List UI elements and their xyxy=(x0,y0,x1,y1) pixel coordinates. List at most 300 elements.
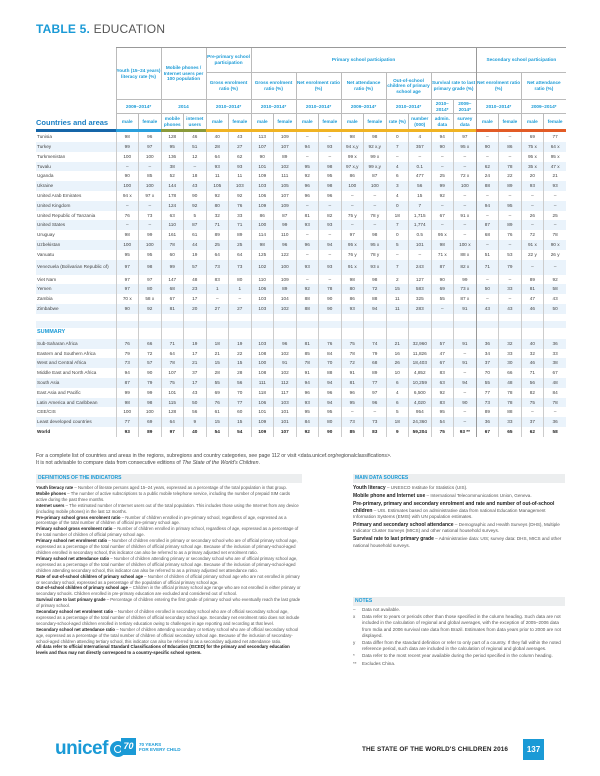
cell-value: 6 xyxy=(386,378,409,388)
definition-term: Rate of out-of-school children of primary school age xyxy=(36,573,143,579)
cell-value: – xyxy=(521,191,544,201)
table-row xyxy=(36,294,566,304)
cell-value: 95 xyxy=(319,407,342,417)
cell-value: 71 xyxy=(521,368,544,378)
col-male: male xyxy=(251,114,274,130)
cell-value: 92 xyxy=(544,275,567,285)
col-number: number (000) xyxy=(409,114,432,130)
cell-value: 94 xyxy=(296,378,319,388)
cell-value: – xyxy=(476,294,499,304)
cell-value: 75 y xyxy=(341,211,364,221)
definition-term: Survival rate to last primary grade xyxy=(36,597,106,603)
cell-value: – xyxy=(229,294,252,304)
cell-value: 100 xyxy=(274,260,297,275)
spacer-cell xyxy=(229,321,252,328)
cell-value: 125 xyxy=(251,250,274,260)
note-symbol: * xyxy=(353,653,355,659)
cell-value: 91 xyxy=(454,304,477,314)
cell-value: – xyxy=(454,162,477,172)
cell-value: 67 xyxy=(476,427,499,437)
sec-nar-years: 2009–2014* xyxy=(521,100,566,114)
cell-value: 93 xyxy=(206,162,229,172)
cell-value: – xyxy=(206,294,229,304)
cell-value: – xyxy=(476,211,499,221)
cell-value: 5 xyxy=(184,211,207,221)
cell-value: 77 xyxy=(476,388,499,398)
cell-value: 12 xyxy=(184,152,207,162)
cell-value: 4,852 xyxy=(409,368,432,378)
cell-value: 27 xyxy=(206,304,229,314)
table-row xyxy=(36,142,566,152)
cell-value: 47 x xyxy=(544,162,567,172)
definition-text: – Number of children of official primary school age who are not enrolled in primary or secondary school, expressed as a percentage of the population of official primary school age. xyxy=(36,573,300,585)
sec-ner-header: Net enrolment ratio (%) xyxy=(476,73,521,100)
cell-value: 36 xyxy=(476,339,499,349)
summary-row xyxy=(36,328,566,339)
cell-value: 93 xyxy=(544,181,567,191)
cell-value: 94 xyxy=(454,378,477,388)
cell-value: 93 xyxy=(296,260,319,275)
cell-value: 109 xyxy=(251,427,274,437)
definition-item xyxy=(36,515,302,527)
cell-value: 99 x xyxy=(364,152,387,162)
cell-value: 89 xyxy=(476,407,499,417)
cell-value: 94 xyxy=(364,304,387,314)
cell-value: 15 xyxy=(409,191,432,201)
cell-value: 33 xyxy=(499,284,522,294)
cell-value: 114 xyxy=(251,230,274,240)
cell-value: 72 xyxy=(364,284,387,294)
cell-value: 89 xyxy=(206,230,229,240)
definition-item xyxy=(36,538,302,556)
cell-value: 98 xyxy=(251,240,274,250)
pri-nar-header: Net attendance ratio (%) xyxy=(341,73,386,100)
cell-value: 283 xyxy=(409,304,432,314)
cell-value: 32 xyxy=(521,349,544,359)
cell-value: 89 xyxy=(139,427,162,437)
cell-value: 11 xyxy=(206,171,229,181)
cell-value: 108 xyxy=(251,368,274,378)
cell-value: 28 xyxy=(206,368,229,378)
cell-value: 72 xyxy=(521,230,544,240)
cell-value: – xyxy=(341,220,364,230)
cell-value: – xyxy=(296,152,319,162)
cell-value: 92 xyxy=(296,284,319,294)
cell-value: 118 xyxy=(251,388,274,398)
cell-value: 58 x xyxy=(139,294,162,304)
definition-item xyxy=(36,585,302,597)
spacer-cell xyxy=(319,328,342,339)
cell-value: 96 xyxy=(296,240,319,250)
col-mobile-phones: mobile phones xyxy=(161,114,184,130)
cell-value: 40 xyxy=(521,339,544,349)
secondary-group-header: Secondary school participation xyxy=(476,48,566,73)
cell-value: 18 xyxy=(386,417,409,427)
country-name: Uruguay xyxy=(37,232,55,238)
cell-value: 87 xyxy=(476,220,499,230)
table-row xyxy=(36,171,566,181)
table-row xyxy=(36,132,566,142)
cell-value: – xyxy=(319,132,342,142)
cell-value: 97 xyxy=(364,388,387,398)
cell-value: 4 xyxy=(386,388,409,398)
cell-value: 84 xyxy=(544,388,567,398)
cell-value: 72 xyxy=(139,349,162,359)
primary-group-header: Primary school participation xyxy=(251,48,476,73)
cell-value: 0 xyxy=(386,230,409,240)
cell-value: 65 xyxy=(499,427,522,437)
anniversary-line-1: 70 YEARS xyxy=(139,741,162,747)
source-item xyxy=(353,536,565,548)
source-item xyxy=(353,485,565,491)
cell-value: 112 xyxy=(274,378,297,388)
cell-value: 18,403 xyxy=(409,358,432,368)
notes-list xyxy=(353,607,565,668)
cell-value: 98 xyxy=(431,240,454,250)
cell-value: 59,204 xyxy=(409,427,432,437)
pre-ger-header: Gross enrolment ratio (%) xyxy=(206,73,251,100)
cell-value: – xyxy=(454,220,477,230)
definition-text: – The estimated number of Internet users out of the total population. This includes those using the Internet from any device (including mobile phones) in the last 12 months. xyxy=(36,502,299,514)
cell-value: 9 xyxy=(184,417,207,427)
cell-value: – xyxy=(296,275,319,285)
cell-value: 95 xyxy=(499,201,522,211)
cell-value: 15 xyxy=(206,358,229,368)
cell-value: 101 xyxy=(251,162,274,172)
cell-value: 47 xyxy=(521,294,544,304)
cell-value: 102 xyxy=(274,304,297,314)
cell-value: 78 xyxy=(319,284,342,294)
mobile-years: 2014 xyxy=(161,100,206,114)
country-name: United Republic of Tanzania xyxy=(37,212,96,218)
cell-value: 97 x,y xyxy=(341,162,364,172)
cell-value: – xyxy=(454,201,477,211)
cell-value: 96 xyxy=(319,388,342,398)
cell-value: 64 x xyxy=(544,142,567,152)
country-name: Turkmenistan xyxy=(37,153,66,159)
cell-value: 81 xyxy=(296,211,319,221)
oos-header: Out-of-school children of primary school age xyxy=(386,73,431,100)
cell-value: 91 xyxy=(341,368,364,378)
cell-value: 88 xyxy=(476,181,499,191)
cell-value: 50 xyxy=(544,304,567,314)
note-item xyxy=(353,640,565,652)
cell-value: 111 xyxy=(274,171,297,181)
cell-value: 106 xyxy=(251,284,274,294)
cell-value: 100 xyxy=(116,407,139,417)
cell-value: 48 xyxy=(499,378,522,388)
cell-value: 73 xyxy=(341,417,364,427)
cell-value: 19 xyxy=(184,339,207,349)
anniversary-line-2: FOR EVERY CHILD xyxy=(139,746,181,752)
cell-value: 98 xyxy=(139,260,162,275)
spacer-cell xyxy=(116,328,139,339)
cell-value: 97 xyxy=(454,132,477,142)
cell-value: 68 xyxy=(364,358,387,368)
table-row xyxy=(36,152,566,162)
source-text: – Administrative data: UIS; survey data: DHS, MICS and other national household surveys. xyxy=(353,536,562,548)
cell-value: 75 xyxy=(431,427,454,437)
cell-value: 77 xyxy=(116,417,139,427)
pre-ger-years: 2010–2014* xyxy=(206,100,251,114)
cell-value: 127 xyxy=(409,275,432,285)
cell-value: 79 xyxy=(499,260,522,275)
definition-term: Out-of-school children of primary school age xyxy=(36,585,128,591)
cell-value: 89 xyxy=(274,284,297,294)
cell-value: 54 xyxy=(431,417,454,427)
note-symbol: y xyxy=(353,640,356,646)
cell-value: 75 xyxy=(341,339,364,349)
cell-value: – xyxy=(139,220,162,230)
spacer-cell xyxy=(184,321,207,328)
cell-value: 94 xyxy=(431,132,454,142)
cell-value: 77 xyxy=(544,132,567,142)
cell-value: 4 xyxy=(386,191,409,201)
cell-value: 67 xyxy=(161,294,184,304)
mobile-header: Mobile phones / Internet users per 100 population xyxy=(161,48,206,100)
cell-value: 15 xyxy=(206,417,229,427)
cell-value: 96 xyxy=(274,240,297,250)
cell-value: 100 xyxy=(251,220,274,230)
cell-value: 94 xyxy=(319,398,342,408)
source-term: Primary and secondary school attendance xyxy=(353,522,454,529)
cell-value: 89 xyxy=(274,152,297,162)
cell-value: 62 xyxy=(476,162,499,172)
cell-value: – xyxy=(341,201,364,211)
cell-value: 76 xyxy=(116,211,139,221)
col-male: male xyxy=(521,114,544,130)
cell-value: – xyxy=(544,220,567,230)
pri-ger-years: 2010–2014* xyxy=(251,100,296,114)
country-name: Viet Nam xyxy=(37,276,57,282)
seventy-icon: 70 xyxy=(121,738,136,755)
cell-value: 99 x,y xyxy=(364,162,387,172)
cell-value: 78 xyxy=(161,358,184,368)
source-term: Survival rate to last primary grade xyxy=(353,536,434,543)
cell-value: 109 xyxy=(251,171,274,181)
cell-value: 90 xyxy=(431,142,454,152)
cell-value: 25 xyxy=(544,211,567,221)
spacer-cell xyxy=(454,321,477,328)
spacer-cell xyxy=(409,328,432,339)
cell-value: 75 xyxy=(161,378,184,388)
cell-value: 80 xyxy=(341,284,364,294)
definition-text: – Number of children enrolled in pre-primary school, regardless of age, expressed as a percentage of the total number of children of official pre-primary school age. xyxy=(36,514,287,526)
cell-value: 105 xyxy=(274,181,297,191)
footnote-line-2 xyxy=(36,460,576,467)
spacer-cell xyxy=(544,321,567,328)
cell-value: 7 xyxy=(386,220,409,230)
cell-value: 7 xyxy=(386,260,409,275)
cell-value: – xyxy=(319,152,342,162)
cell-value: 98 xyxy=(116,132,139,142)
cell-value: 85 xyxy=(296,349,319,359)
cell-value: 106 xyxy=(251,191,274,201)
col-male: male xyxy=(116,114,139,130)
cell-value: 63 xyxy=(161,211,184,221)
cell-value: 477 xyxy=(409,171,432,181)
cell-value: 107 xyxy=(274,191,297,201)
spacer-cell xyxy=(544,328,567,339)
cell-value: – xyxy=(386,152,409,162)
cell-value: 36 xyxy=(544,417,567,427)
cell-value: 101 xyxy=(274,407,297,417)
cell-value: 100 xyxy=(116,240,139,250)
cell-value: 95 xyxy=(319,171,342,181)
cell-value: 93 xyxy=(521,181,544,191)
cell-value: 107 xyxy=(251,142,274,152)
cell-value: 103 xyxy=(251,294,274,304)
cell-value: 77 xyxy=(229,398,252,408)
cell-value: 94 x xyxy=(116,191,139,201)
cell-value: 10,259 xyxy=(409,378,432,388)
cell-value: 11 xyxy=(386,294,409,304)
spacer-cell xyxy=(319,321,342,328)
cell-value: 109 xyxy=(274,275,297,285)
cell-value: 1 xyxy=(206,284,229,294)
cell-value: 93 xyxy=(319,220,342,230)
cell-value: 161 xyxy=(161,230,184,240)
cell-value: 67 xyxy=(544,368,567,378)
spacer-cell xyxy=(206,328,229,339)
cell-value: 92 xyxy=(431,388,454,398)
cell-value: 92 xyxy=(184,201,207,211)
cell-value: 60 xyxy=(229,407,252,417)
cell-value: 87 xyxy=(116,378,139,388)
cell-value: 55 xyxy=(476,378,499,388)
cell-value: 109 xyxy=(274,132,297,142)
cell-value: 0.5 xyxy=(409,230,432,240)
cell-value: 113 xyxy=(251,132,274,142)
cell-value: – xyxy=(476,132,499,142)
cell-value: 101 xyxy=(274,417,297,427)
cell-value: 99 xyxy=(116,142,139,152)
cell-value: 93 xyxy=(341,304,364,314)
country-name: Eastern and Southern Africa xyxy=(37,350,96,356)
cell-value: 93 ** xyxy=(454,427,477,437)
cell-value: 36 xyxy=(476,417,499,427)
summary-label: SUMMARY xyxy=(36,328,116,339)
cell-value: 97 xyxy=(139,142,162,152)
cell-value: 55 xyxy=(431,294,454,304)
spacer-cell xyxy=(139,321,162,328)
cell-value: 75 x xyxy=(521,142,544,152)
col-survey: survey data xyxy=(454,114,477,130)
cell-value: 88 xyxy=(499,407,522,417)
cell-value: 64 xyxy=(161,349,184,359)
summary-table-row xyxy=(36,378,566,388)
cell-value: 76 y xyxy=(341,250,364,260)
cell-value: – xyxy=(116,162,139,172)
spacer-cell xyxy=(341,321,364,328)
cell-value: 79 xyxy=(116,349,139,359)
cell-value: – xyxy=(499,240,522,250)
cell-value: – xyxy=(521,220,544,230)
cell-value: 58 xyxy=(544,427,567,437)
cell-value: 90 xyxy=(184,191,207,201)
cell-value: 26 y xyxy=(544,250,567,260)
summary-table-row xyxy=(36,427,566,437)
cell-value: 24,360 xyxy=(409,417,432,427)
cell-value: 88 x xyxy=(454,250,477,260)
cell-value: – xyxy=(454,407,477,417)
cell-value: – xyxy=(544,191,567,201)
col-male: male xyxy=(341,114,364,130)
cell-value: 109 xyxy=(251,201,274,211)
source-text: – UNESCO Institute for Statistics (UIS). xyxy=(385,485,468,490)
cell-value: 87 xyxy=(364,171,387,181)
note-text: Data refer to the most recent year available during the period specified in the column heading. xyxy=(362,653,553,659)
cell-value: 104 xyxy=(274,294,297,304)
definition-item xyxy=(36,597,302,609)
cell-value: 57 xyxy=(139,358,162,368)
definition-term: Primary school net attendance ratio xyxy=(36,555,110,561)
cell-value: 92 xyxy=(296,171,319,181)
cell-value: 98 xyxy=(116,398,139,408)
cell-value: 94 xyxy=(476,201,499,211)
cell-value: 95 xyxy=(296,162,319,172)
spacer-cell xyxy=(431,321,454,328)
cell-value: – xyxy=(544,260,567,275)
spacer-cell xyxy=(116,321,139,328)
cell-value: 43 xyxy=(544,294,567,304)
surv-admin-years: 2010– 2014* xyxy=(431,100,454,114)
definition-term: Internet users xyxy=(36,502,65,508)
source-text: – Demographic and Health Surveys (DHS), Multiple Indicator Cluster Surveys (MICS) and other national household surveys. xyxy=(353,522,560,534)
spacer-cell xyxy=(409,321,432,328)
cell-value: 64 xyxy=(229,250,252,260)
country-name: Middle East and North Africa xyxy=(37,370,97,376)
table-row xyxy=(36,162,566,172)
cell-value: 15 xyxy=(386,284,409,294)
cell-value: 98 xyxy=(319,181,342,191)
cell-value: – xyxy=(454,417,477,427)
col-internet-users: internet users xyxy=(184,114,207,130)
cell-value: – xyxy=(476,152,499,162)
cell-value: 21 xyxy=(184,358,207,368)
footnote-line-1: For a complete list of countries and areas in the regions, subregions and country categories, see page 112 or visit <data.unicef.org/regionalclassifications>. xyxy=(36,453,392,459)
definition-text: – Number of children attending secondary or tertiary school who are of official secondary school age, expressed as a percentage of the total number of children of official secondary school age. Because of the inclusion of secondary-school-aged children attending tertiary school, this indicator can also be referred to as a secondary adjusted net attendance ratio. xyxy=(36,626,299,644)
table-footnote xyxy=(36,453,576,467)
cell-value: 40 xyxy=(184,427,207,437)
cell-value: 100 xyxy=(139,152,162,162)
cell-value: – xyxy=(476,191,499,201)
cell-value: 7 xyxy=(409,201,432,211)
cell-value: – xyxy=(454,191,477,201)
cell-value: 56 xyxy=(229,378,252,388)
cell-value: 70 x xyxy=(116,294,139,304)
cell-value: 96 xyxy=(364,398,387,408)
cell-value: 5 xyxy=(386,240,409,250)
definitions-list xyxy=(36,485,302,656)
cell-value: – xyxy=(544,407,567,417)
cell-value: – xyxy=(499,275,522,285)
cell-value: 83 xyxy=(206,275,229,285)
cell-value: – xyxy=(431,304,454,314)
publication-title: THE STATE OF THE WORLD'S CHILDREN 2016 xyxy=(362,746,509,753)
country-name: South Asia xyxy=(36,378,116,388)
cell-value: 144 xyxy=(161,181,184,191)
cell-value: – xyxy=(544,201,567,211)
sources-heading: MAIN DATA SOURCES xyxy=(353,474,565,483)
cell-value: – xyxy=(364,220,387,230)
cell-value: 78 y xyxy=(364,250,387,260)
spacer-cell xyxy=(454,328,477,339)
cell-value: 72 xyxy=(341,358,364,368)
cell-value: 100 xyxy=(341,181,364,191)
cell-value: 93 x xyxy=(364,260,387,275)
source-item xyxy=(353,493,565,499)
